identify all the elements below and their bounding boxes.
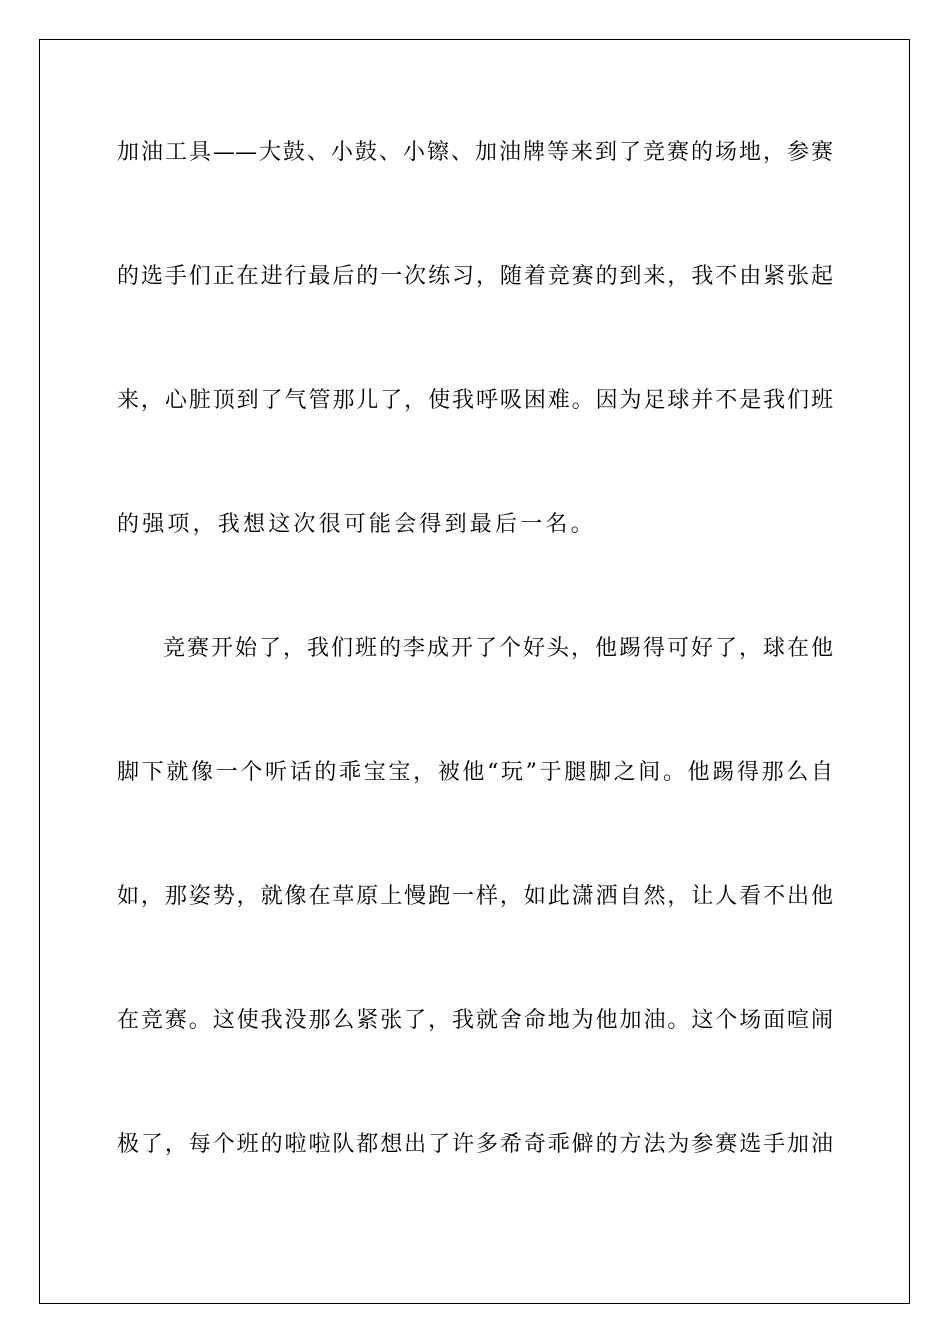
text-line: 如，那姿势，就像在草原上慢跑一样，如此潇洒自然，让人看不出他 [117,884,833,909]
page-border [39,39,910,1304]
paragraph-first-line: 竞赛开始了，我们班的李成开了个好头，他踢得可好了，球在他 [163,636,833,661]
text-line: 加油工具——大鼓、小鼓、小镲、加油牌等来到了竞赛的场地，参赛 [117,140,833,165]
text-line: 脚下就像一个听话的乖宝宝，被他“玩”于腿脚之间。他踢得那么自 [117,760,833,785]
text-line: 的选手们正在进行最后的一次练习，随着竞赛的到来，我不由紧张起 [117,264,833,289]
text-line: 在竞赛。这使我没那么紧张了，我就舍命地为他加油。这个场面喧闹 [117,1008,833,1033]
text-line: 极了，每个班的啦啦队都想出了许多希奇乖僻的方法为参赛选手加油 [117,1132,833,1157]
text-line: 的强项，我想这次很可能会得到最后一名。 [117,512,596,537]
text-line: 来，心脏顶到了气管那儿了，使我呼吸困难。因为足球并不是我们班 [117,388,833,413]
